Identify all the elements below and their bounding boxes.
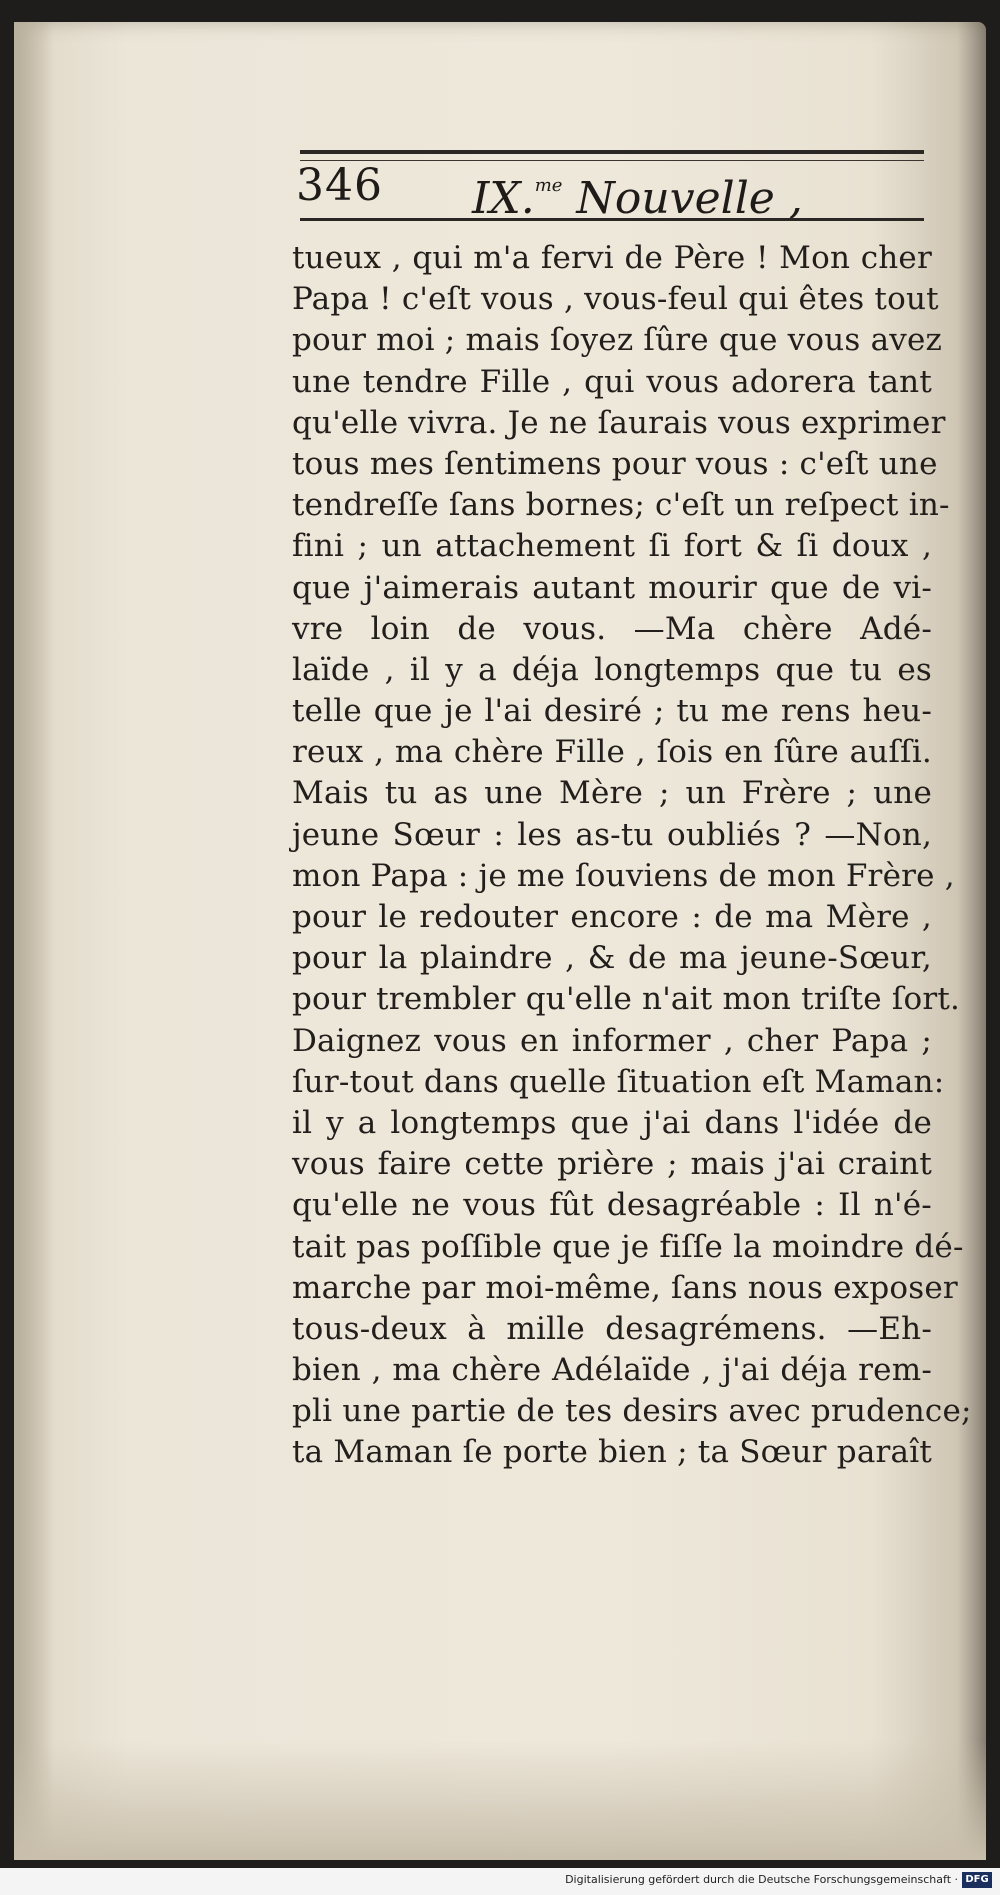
text-line: pour moi ; mais ſoyez ſûre que vous avez xyxy=(292,322,943,359)
text-line: telle que je l'ai desiré ; tu me rens heu- xyxy=(292,693,932,730)
funding-credit: Digitalisierung gefördert durch die Deutsche Forschungsgemeinschaft · xyxy=(565,1873,958,1886)
page-number: 346 xyxy=(296,160,383,211)
text-line: jeune Sœur : les as-tu oubliés ? —Non, xyxy=(292,816,932,853)
text-line: qu'elle ne vous fût desagréable : Il n'é- xyxy=(292,1187,932,1224)
text-line: mon Papa : je me ſouviens de mon Frère , xyxy=(292,857,955,894)
running-head-superscript: me xyxy=(534,175,563,196)
text-line: tendreſſe ſans bornes; c'eſt un reſpect in- xyxy=(292,487,950,524)
text-line: tous mes ſentimens pour vous : c'eſt une xyxy=(292,445,938,482)
text-line: Mais tu as une Mère ; un Frère ; une xyxy=(292,775,932,812)
text-line: vous faire cette prière ; mais j'ai craint xyxy=(292,1146,932,1183)
footer-bar xyxy=(0,1868,1000,1895)
text-line: il y a longtemps que j'ai dans l'idée de xyxy=(292,1104,932,1141)
text-line: pour trembler qu'elle n'ait mon triſte ſort. xyxy=(292,981,961,1018)
page-header xyxy=(296,156,916,224)
running-head-title: Nouvelle , xyxy=(562,173,803,224)
text-line: Daignez vous en informer , cher Papa ; xyxy=(292,1022,932,1059)
text-line: laïde , il y a déja longtemps que tu es xyxy=(292,651,932,688)
text-line: tueux , qui m'a fervi de Père ! Mon cher xyxy=(292,240,932,276)
body-text xyxy=(292,238,972,1474)
text-line: ſur-tout dans quelle ſituation eſt Maman: xyxy=(292,1063,945,1100)
header-rule-bottom xyxy=(300,218,924,223)
text-line: une tendre Fille , qui vous adorera tant xyxy=(292,363,932,400)
text-line: tait pas poſſible que je fiſſe la moindre dé- xyxy=(292,1228,964,1265)
text-line: Papa ! c'eſt vous , vous-feul qui êtes tout xyxy=(292,281,939,318)
text-line: tous-deux à mille desagrémens. —Eh- xyxy=(292,1310,932,1347)
text-line: bien , ma chère Adélaïde , j'ai déja rem- xyxy=(292,1352,932,1389)
text-line: qu'elle vivra. Je ne ſaurais vous exprimer xyxy=(292,404,946,441)
text-line: pour la plaindre , & de ma jeune-Sœur, xyxy=(292,940,932,977)
text-line: vre loin de vous. —Ma chère Adé- xyxy=(292,610,932,647)
text-line: que j'aimerais autant mourir que de vi- xyxy=(292,569,932,606)
dfg-logo: DFG xyxy=(962,1872,992,1888)
text-line: reux , ma chère Fille , ſois en ſûre auſſi. xyxy=(292,734,932,771)
running-head-numeral: IX. xyxy=(472,173,535,224)
text-line: pour le redouter encore : de ma Mère , xyxy=(292,899,932,935)
text-line: pli une partie de tes desirs avec prudence; xyxy=(292,1393,972,1430)
text-line: marche par moi-même, ſans nous exposer xyxy=(292,1269,958,1306)
text-line: ta Maman ſe porte bien ; ta Sœur paraît xyxy=(292,1434,932,1471)
text-line: fini ; un attachement ſi fort & ſi doux , xyxy=(292,528,932,565)
